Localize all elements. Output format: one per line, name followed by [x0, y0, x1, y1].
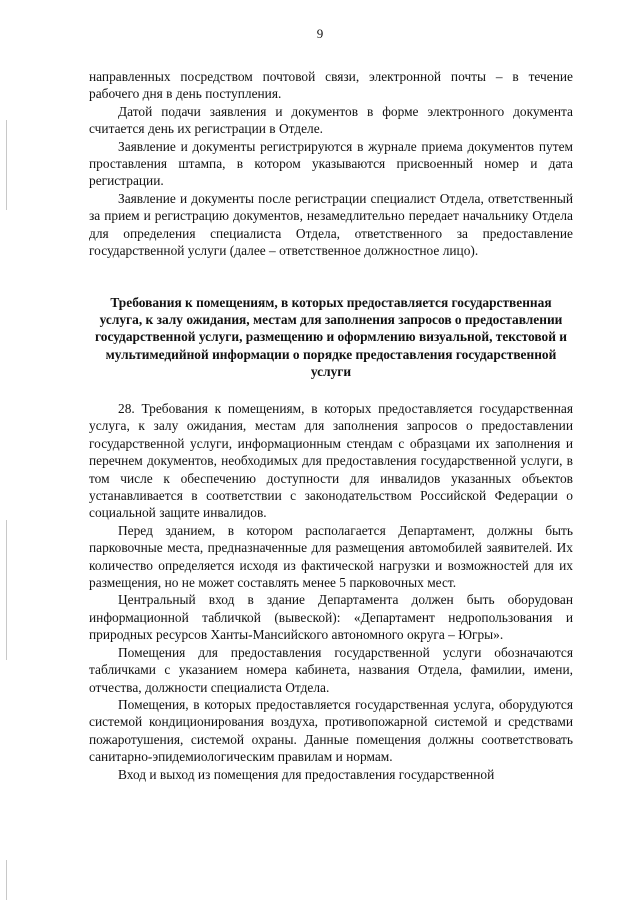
page-number: 9 — [316, 26, 324, 41]
paragraph: Помещения, в которых предоставляется государственная услуга, оборудуются системой кондиционирования воздуха, противопожарной системой и средствами пожаротушения, системой охраны. Данные помещения должны соответствовать санитарно-эпидемиологическим правилам и нормам. — [89, 696, 573, 765]
body-text-block — [89, 400, 573, 783]
paragraph: Заявление и документы регистрируются в журнале приема документов путем проставления штампа, в котором указываются присвоенный номер и дата регистрации. — [89, 138, 573, 189]
section-heading-text: Требования к помещениям, в которых предоставляется государственная услуга, к залу ожидания, местам для заполнения запросов о предоставлении государственной услуги, размещению и оформлению визуальной, текстовой и мультимедийной информации о порядке предоставления государственной услуги — [95, 295, 568, 379]
paragraph: 28. Требования к помещениям, в которых предоставляется государственная услуга, к залу ожидания, местам для заполнения запросов о предоставлении государственной услуги, информационным стендам с образцами их заполнения и перечнем документов, необходимых для предоставления государственной услуги, в том числе к обеспечению доступности для инвалидов указанных объектов устанавливается в соответствии с законодательством Российской Федерации о социальной защите инвалидов. — [89, 401, 573, 521]
paragraph: направленных посредством почтовой связи, электронной почты – в течение рабочего дня в день поступления. — [89, 69, 573, 102]
paragraph: Датой подачи заявления и документов в форме электронного документа считается день их регистрации в Отделе. — [89, 103, 573, 137]
paragraph: Перед зданием, в котором располагается Департамент, должны быть парковочные места, предназначенные для размещения автомобилей заявителей. Их количество определяется исходя из фактической нагрузки и возможностей для их размещения, но не может составлять менее 5 парковочных мест. — [89, 522, 573, 591]
paragraph: Вход и выход из помещения для предоставления государственной — [118, 766, 495, 782]
scan-edge-line — [6, 120, 7, 210]
intro-text-block — [89, 68, 573, 259]
scan-edge-line — [6, 520, 7, 660]
paragraph: Центральный вход в здание Департамента должен быть оборудован информационной табличкой (вывеской): «Департамент недропользования и природных ресурсов Ханты-Мансийского автономного округа – Югры». — [89, 592, 573, 643]
paragraph: Помещения для предоставления государственной услуги обозначаются табличками с указанием номера кабинета, названия Отдела, фамилии, имени, отчества, должности специалиста Отдела. — [89, 644, 573, 695]
section-heading — [95, 294, 567, 380]
paragraph: Заявление и документы после регистрации специалист Отдела, ответственный за прием и регистрацию документов, незамедлительно передает начальнику Отдела для определения специалиста Отдела, ответственного за предоставление государственной услуги (далее – ответственное должностное лицо). — [89, 190, 573, 259]
scan-edge-line — [6, 860, 7, 900]
